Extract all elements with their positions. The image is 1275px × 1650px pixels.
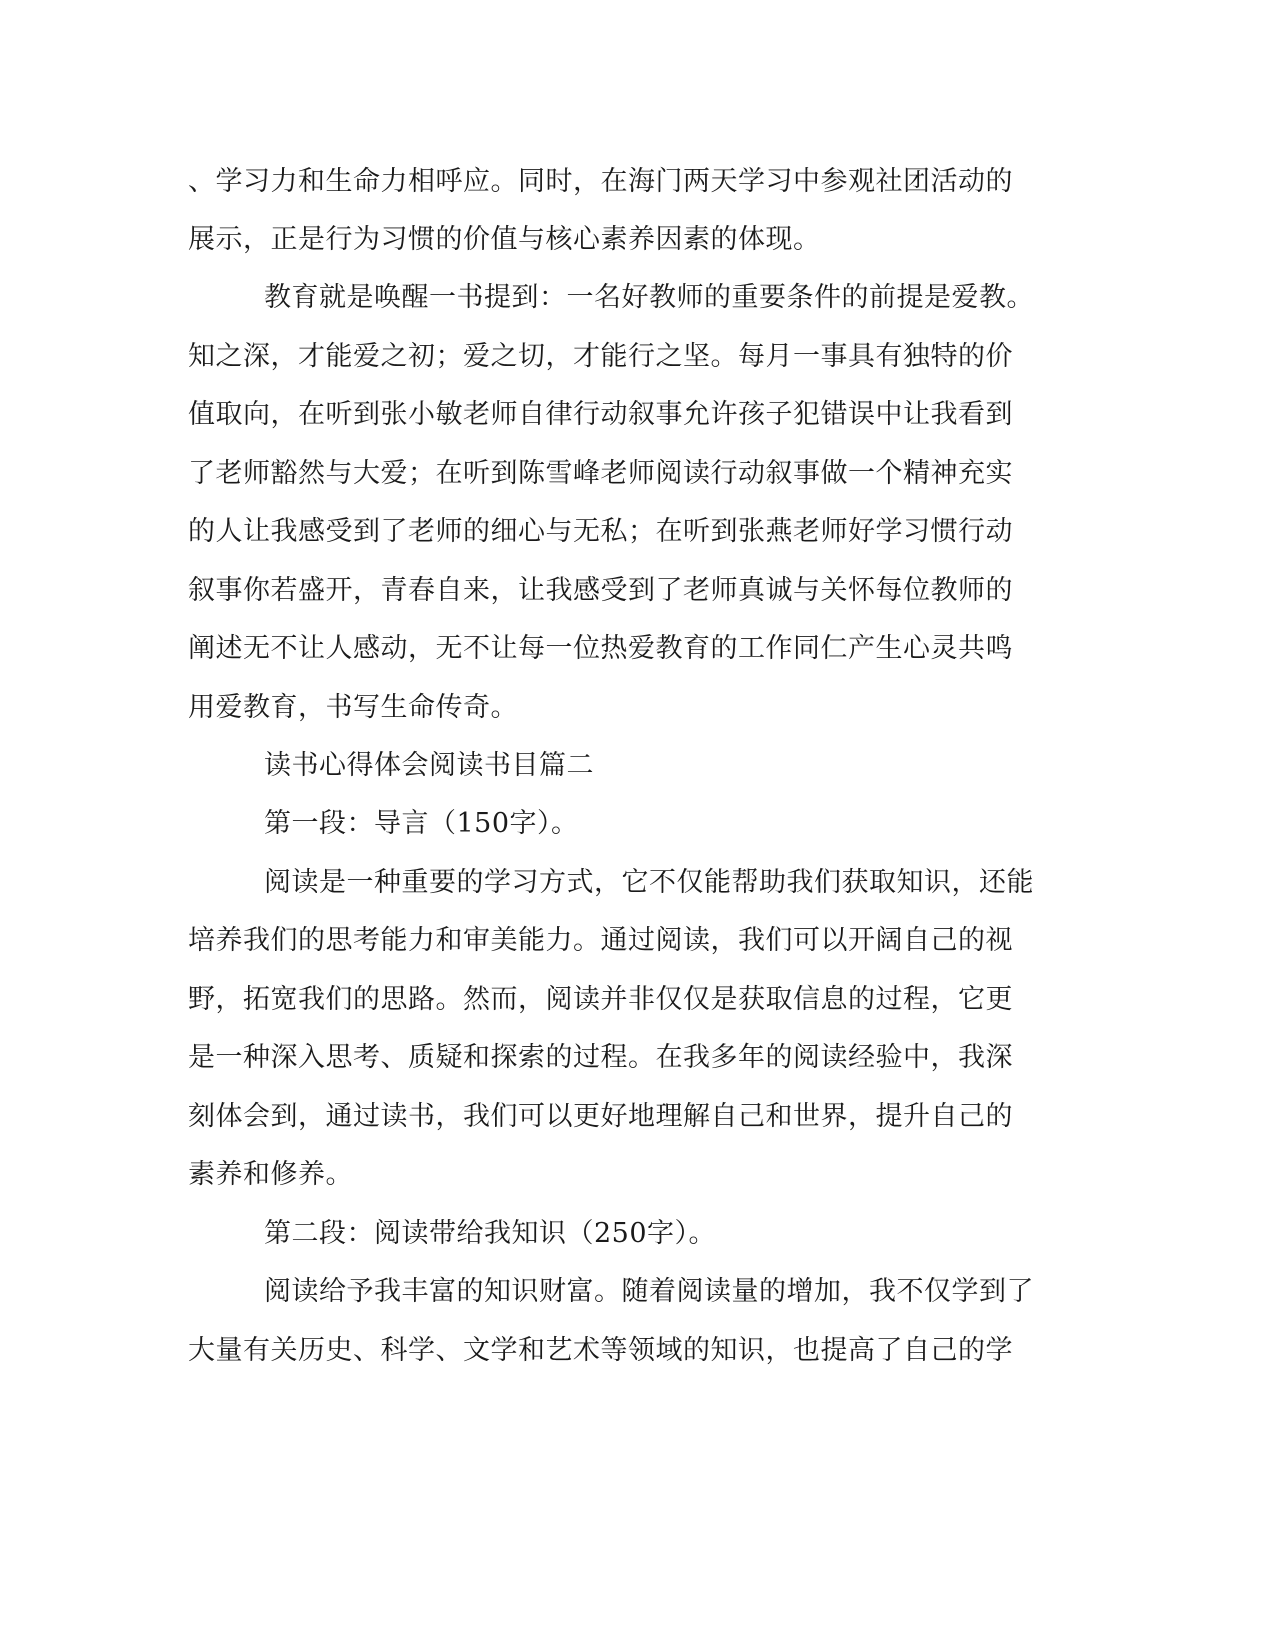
text-line: 展示，正是行为习惯的价值与核心素养因素的体现。 <box>188 224 821 255</box>
section-heading-1: 第一段：导言（150字）。 <box>264 808 579 839</box>
text-line: 大量有关历史、科学、文学和艺术等领域的知识，也提高了自己的学 <box>188 1335 1013 1366</box>
text-line: 培养我们的思考能力和审美能力。通过阅读，我们可以开阔自己的视 <box>188 925 1013 956</box>
text-line: 用爱教育，书写生命传奇。 <box>188 692 518 723</box>
paragraph-start: 阅读给予我丰富的知识财富。随着阅读量的增加，我不仅学到了 <box>264 1276 1034 1307</box>
text-line: 素养和修养。 <box>188 1159 353 1190</box>
paragraph-start: 阅读是一种重要的学习方式，它不仅能帮助我们获取知识，还能 <box>264 867 1034 898</box>
paragraph-start: 教育就是唤醒一书提到：一名好教师的重要条件的前提是爱教。 <box>264 282 1034 313</box>
text-line: 是一种深入思考、质疑和探索的过程。在我多年的阅读经验中，我深 <box>188 1042 1013 1073</box>
text-line-continuation: 、学习力和生命力相呼应。同时，在海门两天学习中参观社团活动的 <box>188 166 1013 197</box>
text-line: 野，拓宽我们的思路。然而，阅读并非仅仅是获取信息的过程，它更 <box>188 984 1013 1015</box>
section-title: 读书心得体会阅读书目篇二 <box>264 750 594 781</box>
section-heading-2: 第二段：阅读带给我知识（250字）。 <box>264 1218 717 1249</box>
text-line: 刻体会到，通过读书，我们可以更好地理解自己和世界，提升自己的 <box>188 1101 1013 1132</box>
text-line: 了老师豁然与大爱；在听到陈雪峰老师阅读行动叙事做一个精神充实 <box>188 458 1013 489</box>
text-line: 阐述无不让人感动，无不让每一位热爱教育的工作同仁产生心灵共鸣 <box>188 633 1013 664</box>
text-line: 知之深，才能爱之初；爱之切，才能行之坚。每月一事具有独特的价 <box>188 341 1013 372</box>
text-line: 值取向，在听到张小敏老师自律行动叙事允许孩子犯错误中让我看到 <box>188 399 1013 430</box>
text-line: 叙事你若盛开，青春自来，让我感受到了老师真诚与关怀每位教师的 <box>188 575 1013 606</box>
text-line: 的人让我感受到了老师的细心与无私；在听到张燕老师好学习惯行动 <box>188 516 1013 547</box>
